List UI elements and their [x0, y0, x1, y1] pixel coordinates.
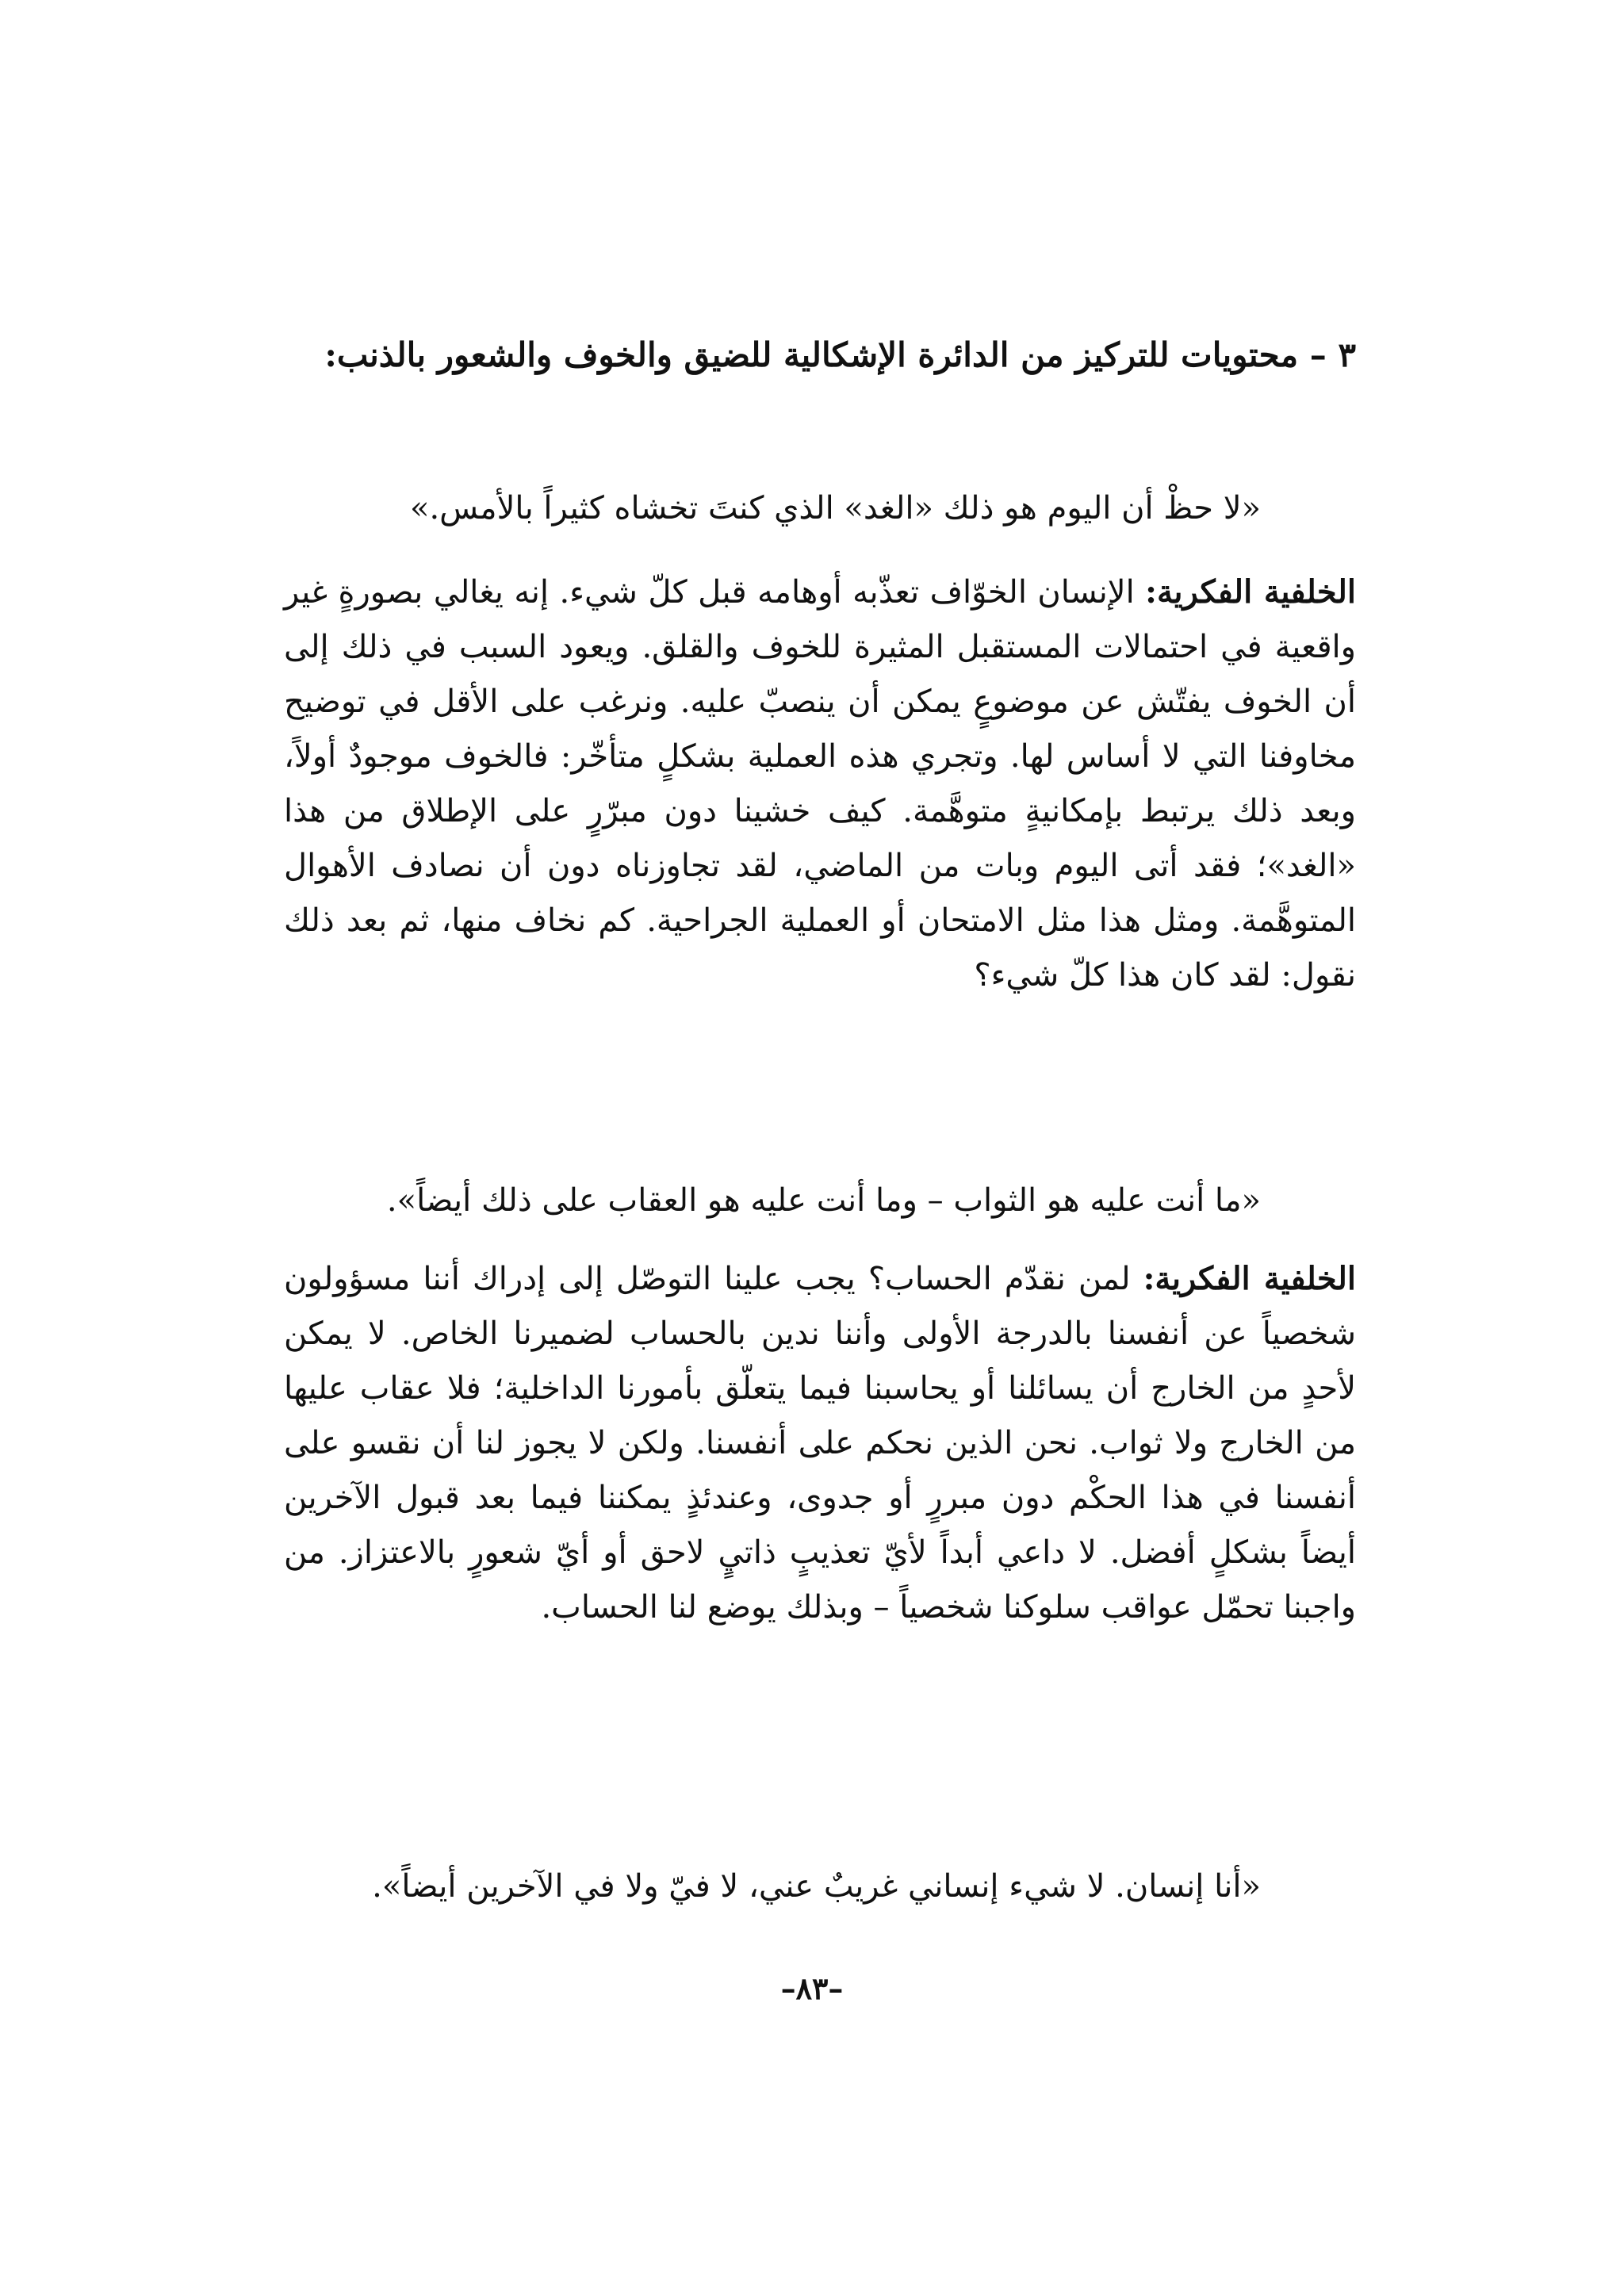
paragraph-body: الإنسان الخوّاف تعذّبه أوهامه قبل كلّ شيء. إنه يغالي بصورةٍ غير واقعية في احتمالات المستقبل المثيرة للخوف والقلق. ويعود السبب في ذلك إلى أن الخوف يفتّش عن موضوعٍ يمكن أن ينصبّ عليه. ونرغب على الأقل في توضيح مخاوفنا التي لا أساس لها. وتجري هذه العملية بشكلٍ متأخّر: فالخوف موجودٌ أولاً، وبعد ذلك يرتبط بإمكانيةٍ متوهَّمة. كيف خشينا دون مبرّرٍ على الإطلاق من هذا «الغد»؛ فقد أتى اليوم وبات من الماضي، لقد تجاوزناه دون أن نصادف الأهوال المتوهَّمة. ومثل هذا مثل الامتحان أو العملية الجراحية. كم نخاف منها، ثم بعد ذلك نقول: لقد كان هذا كلّ شيء؟ [284, 574, 1356, 994]
paragraph-lead-label: الخلفية الفكرية: [1143, 1260, 1356, 1297]
paragraph-fear-background [284, 565, 1356, 1003]
paragraph-body: لمن نقدّم الحساب؟ يجب علينا التوصّل إلى إدراك أننا مسؤولون شخصياً عن أنفسنا بالدرجة الأولى وأننا ندين بالحساب لضميرنا الخاص. لا يمكن لأحدٍ من الخارج أن يسائلنا أو يحاسبنا فيما يتعلّق بأمورنا الداخلية؛ فلا عقاب عليها من الخارج ولا ثواب. نحن الذين نحكم على أنفسنا. ولكن لا يجوز لنا أن نقسو على أنفسنا في هذا الحكْم دون مبررٍ أو جدوى، وعندئذٍ يمكننا فيما بعد قبول الآخرين أيضاً بشكلٍ أفضل. لا داعي أبداً لأيّ تعذيبٍ ذاتيٍ لاحق أو أيّ شعورٍ بالاعتزاز. من واجبنا تحمّل عواقب سلوكنا شخصياً – وبذلك يوضع لنا الحساب. [284, 1261, 1356, 1626]
quote-reward-punishment: «ما أنت عليه هو الثواب – وما أنت عليه هو العقاب على ذلك أيضاً». [386, 1182, 1261, 1219]
section-heading: ٣ – محتويات للتركيز من الدائرة الإشكالية للضيق والخوف والشعور بالذنب: [324, 335, 1356, 374]
paragraph-accountability-background [284, 1251, 1356, 1635]
quote-human: «أنا إنسان. لا شيء إنساني غريبٌ عني، لا فيّ ولا في الآخرين أيضاً». [372, 1868, 1261, 1905]
paragraph-lead-label: الخلفية الفكرية: [1145, 573, 1356, 611]
quote-tomorrow: «لا حظْ أن اليوم هو ذلك «الغد» الذي كنتَ تخشاه كثيراً بالأمس.» [409, 490, 1261, 527]
page-number: –٨٣– [780, 1970, 844, 2006]
